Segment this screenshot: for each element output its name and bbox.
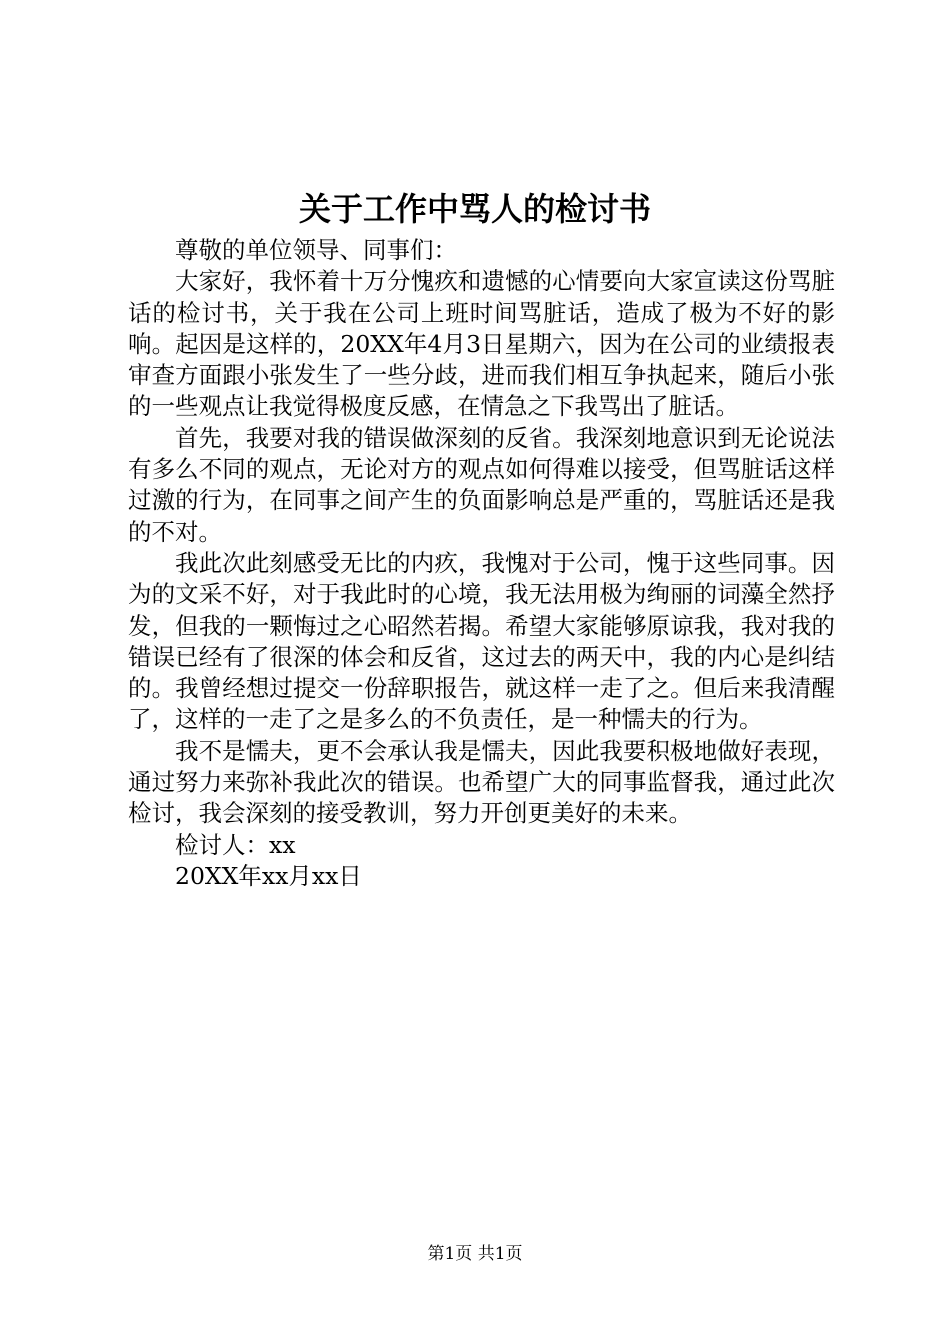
- paragraph-1: 大家好，我怀着十万分愧疚和遗憾的心情要向大家宣读这份骂脏话的检讨书，关于我在公司上班时间骂脏话，造成了极为不好的影响。起因是这样的，20XX年4月3日星期六，因为在公司的业绩报表审查方面跟小张发生了一些分歧，进而我们相互争执起来，随后小张的一些观点让我觉得极度反感，在情急之下我骂出了脏话。: [128, 267, 835, 421]
- page-footer: 第1页 共1页: [427, 1244, 523, 1264]
- document-body: [128, 235, 835, 892]
- date-line: 20XX年xx月xx日: [175, 861, 362, 890]
- paragraph-4: 我不是懦夫，更不会承认我是懦夫，因此我要积极地做好表现，通过努力来弥补我此次的错误。也希望广大的同事监督我，通过此次检讨，我会深刻的接受教训，努力开创更美好的未来。: [128, 736, 835, 828]
- paragraph-2: 首先，我要对我的错误做深刻的反省。我深刻地意识到无论说法有多么不同的观点，无论对方的观点如何得难以接受，但骂脏话这样过激的行为，在同事之间产生的负面影响总是严重的，骂脏话还是我的不对。: [128, 423, 835, 546]
- paragraph-3: 我此次此刻感受无比的内疚，我愧对于公司，愧于这些同事。因为的文采不好，对于我此时的心境，我无法用极为绚丽的词藻全然抒发，但我的一颗悔过之心昭然若揭。希望大家能够原谅我，我对我的错误已经有了很深的体会和反省，这过去的两天中，我的内心是纠结的。我曾经想过提交一份辞职报告，就这样一走了之。但后来我清醒了，这样的一走了之是多么的不负责任，是一种懦夫的行为。: [128, 548, 835, 734]
- document-title: 关于工作中骂人的检讨书: [298, 190, 651, 228]
- signature-line: 检讨人：xx: [175, 830, 296, 859]
- salutation: 尊敬的单位领导、同事们：: [175, 236, 457, 264]
